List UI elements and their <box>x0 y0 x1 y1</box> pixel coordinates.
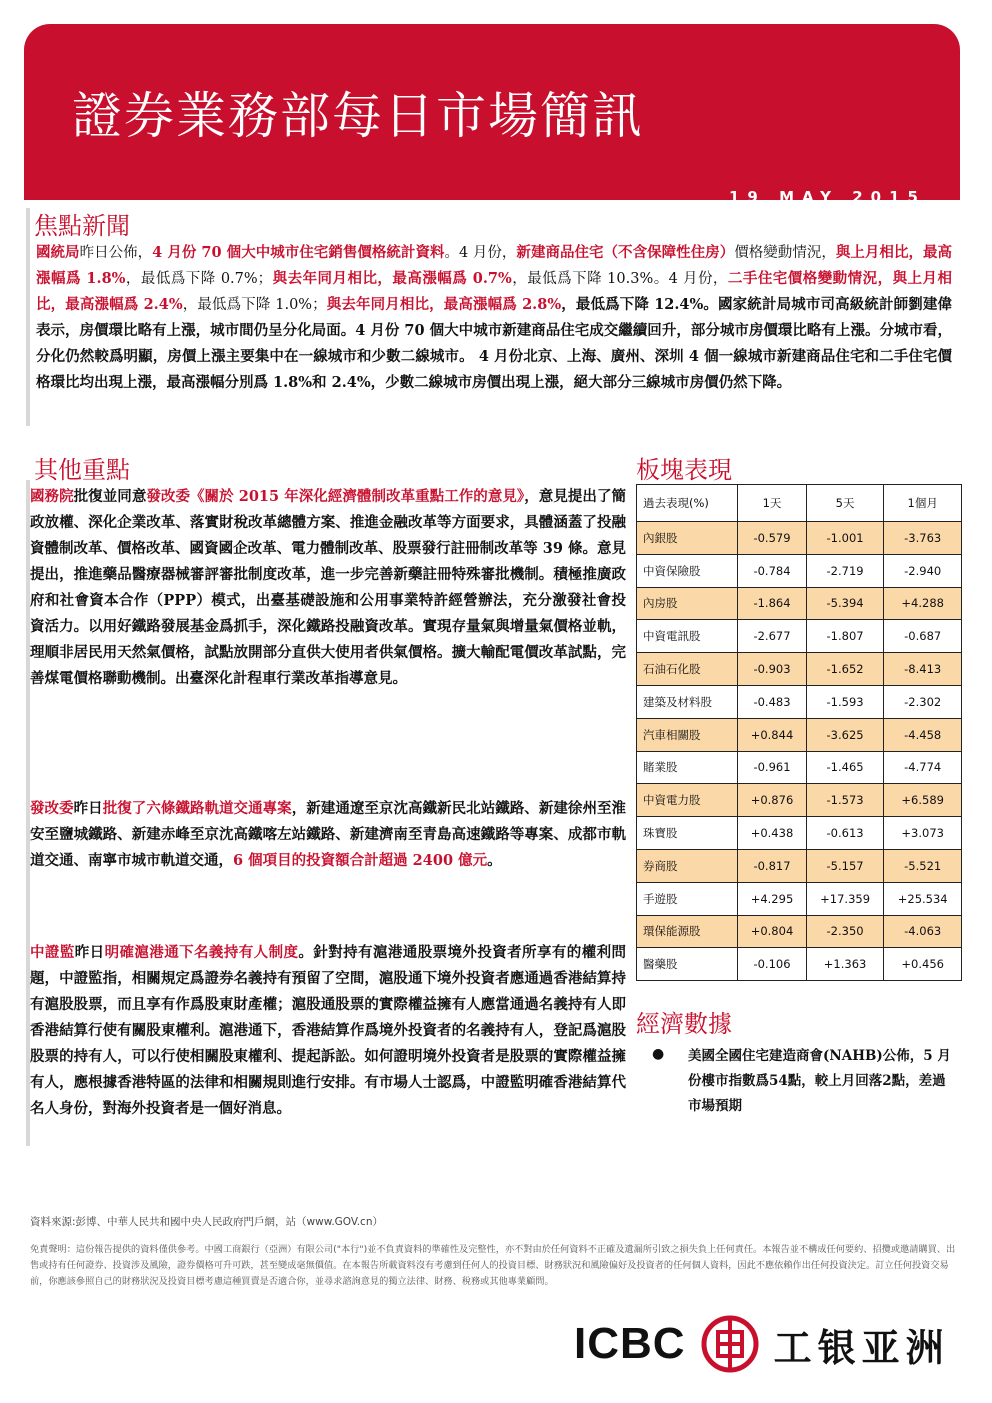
performance-cell: +25.534 <box>884 882 962 915</box>
page-title: 證券業務部每日市場簡訊 <box>72 87 644 145</box>
performance-cell: -1.652 <box>806 653 884 686</box>
disclaimer: 免責聲明：這份報告提供的資料僅供參考。中國工商銀行（亞洲）有限公司("本行")並不負責資料的準確性及完整性，亦不對由於任何資料不正確及遺漏所引致之損失負上任何責任。本報告並不構成任何要約、招攬或邀請購買、出售或持有任何證券、投資涉及風險，證券價格可升可跌，甚至變成毫無價值。在本報告所載資料沒有考慮到任何人的投資目標、財務狀況和風險偏好及投資者的任何個人資料，因此不應依賴作出任何投資決定。訂立任何投資交易前，你應該參照自己的財務狀況及投資目標考慮這種買賣是否適合你，並尋求諮詢意見的獨立法律、財務、稅務或其他專業顧問。 <box>30 1244 956 1287</box>
text-highlight: 國統局 <box>36 244 80 261</box>
economic-data-item: 美國全國住宅建造商會(NAHB)公佈，5 月份樓市指數爲54點，較上月回落2點，差過市場預期 <box>688 1048 951 1114</box>
performance-cell: -5.394 <box>806 587 884 620</box>
performance-cell: -4.063 <box>884 915 962 948</box>
column-header: 1天 <box>738 485 807 522</box>
text-run: 昨日 <box>74 944 105 961</box>
performance-cell: -0.784 <box>738 554 807 587</box>
text-run: 價格變動情況， <box>734 245 836 261</box>
table-row <box>637 620 962 653</box>
text-run: ，意見提出了簡政放權、深化企業改革、落實財稅改革總體方案、推進金融改革等方面要求，具體涵蓋了投融資體制改革、價格改革、國資國企改革、電力體制改革、股票發行註冊制改革等 39 條。意見提出，推進藥品醫療器械審評審批制度改革，進一步完善新藥註冊特殊審批機制。積極推廣政府和社會資本合作（PPP）模式，出臺基礎設施和公用事業特許經營辦法，充分激發社會投資活力。以用好鐵路發展基金爲抓手，深化鐵路投融資改革。實現存量氣與增量氣價格並軌，理順非居民用天然氣價格，試點放開部分直供大使用者供氣價格。擴大輸配電價改革試點，完善煤電價格聯動機制。出臺深化計程車行業改革指導意見。 <box>30 488 627 687</box>
column-header: 過去表現(%) <box>637 485 738 522</box>
icbc-emblem-icon <box>700 1314 760 1374</box>
focus-news-paragraph <box>36 240 952 396</box>
text-run: 。4 月份， <box>444 245 517 261</box>
performance-cell: -5.157 <box>806 849 884 882</box>
sector-name-cell: 內銀股 <box>637 522 738 555</box>
performance-cell: -0.613 <box>806 817 884 850</box>
performance-cell: -1.807 <box>806 620 884 653</box>
performance-cell: -1.864 <box>738 587 807 620</box>
section-rule <box>26 208 30 426</box>
table-row <box>637 685 962 718</box>
sector-name-cell: 石油石化股 <box>637 653 738 686</box>
sector-name-cell: 建築及材料股 <box>637 685 738 718</box>
performance-cell: -2.719 <box>806 554 884 587</box>
performance-cell: -1.593 <box>806 685 884 718</box>
performance-cell: -2.940 <box>884 554 962 587</box>
text-highlight: 批復了六條鐵路軌道交通專案 <box>102 800 292 817</box>
performance-cell: -0.687 <box>884 620 962 653</box>
sector-performance-heading: 板塊表現 <box>636 456 732 484</box>
sector-name-cell: 環保能源股 <box>637 915 738 948</box>
performance-cell: -1.001 <box>806 522 884 555</box>
sector-name-cell: 中資電力股 <box>637 784 738 817</box>
performance-cell: +1.363 <box>806 948 884 981</box>
column-header: 5天 <box>806 485 884 522</box>
text-run: 昨日 <box>73 800 103 817</box>
sector-name-cell: 珠寶股 <box>637 817 738 850</box>
performance-cell: -2.677 <box>738 620 807 653</box>
text-highlight: 明確滬港通下名義持有人制度 <box>104 944 299 961</box>
text-highlight: 發改委 <box>30 800 74 817</box>
table-row <box>637 784 962 817</box>
focus-news-heading: 焦點新聞 <box>34 212 130 240</box>
sector-name-cell: 券商股 <box>637 849 738 882</box>
performance-cell: +0.876 <box>738 784 807 817</box>
performance-cell: -8.413 <box>884 653 962 686</box>
report-date: 19 MAY 2015 <box>728 188 926 206</box>
performance-cell: -2.302 <box>884 685 962 718</box>
text-run: ，新建通遼至京沈高鐵新民北站鐵路、新建徐州至淮安至鹽城鐵路、新建赤峰至京沈高鐵喀左站鐵路、新建濟南至青島高速鐵路等專案、成都市軌道交通、南寧市城市軌道交通， <box>30 800 627 869</box>
performance-cell: +0.804 <box>738 915 807 948</box>
performance-cell: +0.844 <box>738 718 807 751</box>
table-row <box>637 817 962 850</box>
sector-name-cell: 汽車相關股 <box>637 718 738 751</box>
performance-cell: -0.903 <box>738 653 807 686</box>
icbc-logo <box>574 1314 950 1374</box>
performance-cell: +0.456 <box>884 948 962 981</box>
performance-cell: +4.295 <box>738 882 807 915</box>
bullet-icon: ● <box>652 1046 665 1062</box>
text-highlight: 與去年同月相比，最高漲幅爲 0.7% <box>272 270 512 287</box>
sector-name-cell: 賭業股 <box>637 751 738 784</box>
logo-wordmark: ICBC <box>574 1319 686 1368</box>
news-item-csrc <box>30 940 626 1122</box>
table-row <box>637 718 962 751</box>
text-run: ，最低爲下降 10.3%。4 月份， <box>511 271 728 287</box>
text-run: 批復並同意 <box>73 488 147 505</box>
header-banner <box>24 24 960 206</box>
text-highlight: 與去年同月相比，最高漲幅爲 2.8% <box>326 296 562 313</box>
text-highlight: 新建商品住宅（不含保障性住房） <box>516 244 735 261</box>
performance-cell: -5.521 <box>884 849 962 882</box>
text-highlight: 4 月份 70 個大中城市住宅銷售價格統計資料 <box>152 244 445 261</box>
economic-data-heading: 經濟數據 <box>636 1010 732 1038</box>
text-run: 昨日公佈， <box>79 245 153 261</box>
performance-cell: -3.763 <box>884 522 962 555</box>
text-highlight: 二手住宅價格變動情況，與上月相比，最高漲幅爲 2.4% <box>36 270 952 313</box>
performance-cell: -4.774 <box>884 751 962 784</box>
table-row <box>637 915 962 948</box>
sector-name-cell: 醫藥股 <box>637 948 738 981</box>
text-run: ，最低爲下降 1.0%； <box>182 297 327 313</box>
text-highlight: 發改委《關於 2015 年深化經濟體制改革重點工作的意見》 <box>146 488 525 505</box>
performance-cell: -3.625 <box>806 718 884 751</box>
table-row <box>637 554 962 587</box>
performance-cell: +0.438 <box>738 817 807 850</box>
performance-cell: -0.483 <box>738 685 807 718</box>
performance-cell: -1.573 <box>806 784 884 817</box>
text-run: 。針對持有滬港通股票境外投資者所享有的權利問題，中證監指，相關規定爲證券名義持有預留了空間，滬股通下境外投資者應通過香港結算持有滬股股票，而且享有作爲股東財產權；滬股通股票的實際權益擁有人應當通過名義持有人即香港結算行使有關股東權利。滬港通下，香港結算作爲境外投資者的名義持有人，登記爲滬股股票的持有人，可以行使相關股東權利、提起訴訟。如何證明境外投資者是股票的實際權益擁有人，應根據香港特區的法律和相關規則進行安排。有市場人士認爲，中證監明確香港結算代名人身份，對海外投資者是一個好消息。 <box>30 944 627 1117</box>
sector-name-cell: 中資電訊股 <box>637 620 738 653</box>
performance-cell: +3.073 <box>884 817 962 850</box>
table-row <box>637 948 962 981</box>
text-highlight: 6 個項目的投資額合計超過 2400 億元 <box>233 852 488 869</box>
table-row <box>637 882 962 915</box>
text-run: 。 <box>487 852 502 869</box>
text-highlight: 國務院 <box>30 488 74 505</box>
performance-cell: -1.465 <box>806 751 884 784</box>
logo-chinese-name: 工银亚洲 <box>773 1325 950 1370</box>
news-item-state-council <box>30 484 626 692</box>
performance-cell: -0.106 <box>738 948 807 981</box>
text-run: ，最低爲下降 0.7%； <box>125 271 273 287</box>
sector-name-cell: 內房股 <box>637 587 738 620</box>
source-note: 資料來源:彭博、中華人民共和國中央人民政府門戶網，站（www.GOV.cn） <box>30 1216 383 1228</box>
sector-name-cell: 手遊股 <box>637 882 738 915</box>
table-row <box>637 587 962 620</box>
performance-cell: +4.288 <box>884 587 962 620</box>
table-row <box>637 849 962 882</box>
performance-cell: -0.817 <box>738 849 807 882</box>
column-header: 1個月 <box>884 485 962 522</box>
performance-cell: -0.961 <box>738 751 807 784</box>
performance-cell: -2.350 <box>806 915 884 948</box>
performance-cell: -4.458 <box>884 718 962 751</box>
news-item-railway <box>30 796 626 874</box>
sector-name-cell: 中資保險股 <box>637 554 738 587</box>
text-run: ，最低爲下降 12.4%。國家統計局城市司高級統計師劉建偉表示，房價環比略有上漲，城市間仍呈分化局面。4 月份 70 個大中城市新建商品住宅成交繼續回升，部分城市房價環比略有上漲。分城市看，分化仍然較爲明顯，房價上漲主要集中在一線城市和少數二線城市。 4 月份北京、上海、廣州、深圳 4 個一線城市新建商品住宅和二手住宅價格環比均出現上漲，最高漲幅分別爲 1.8%和 2.4%，少數二線城市房價出現上漲，絕大部分三線城市房價仍然下降。 <box>36 296 952 391</box>
other-highlights-heading: 其他重點 <box>34 456 130 484</box>
table-row <box>637 653 962 686</box>
table-row <box>637 751 962 784</box>
sector-performance-table <box>636 484 962 981</box>
performance-cell: -0.579 <box>738 522 807 555</box>
table-header-row <box>637 485 962 522</box>
text-highlight: 與上月相比，最高漲幅爲 1.8% <box>36 244 953 287</box>
performance-cell: +6.589 <box>884 784 962 817</box>
table-row <box>637 522 962 555</box>
performance-cell: +17.359 <box>806 882 884 915</box>
text-highlight: 中證監 <box>30 944 75 961</box>
